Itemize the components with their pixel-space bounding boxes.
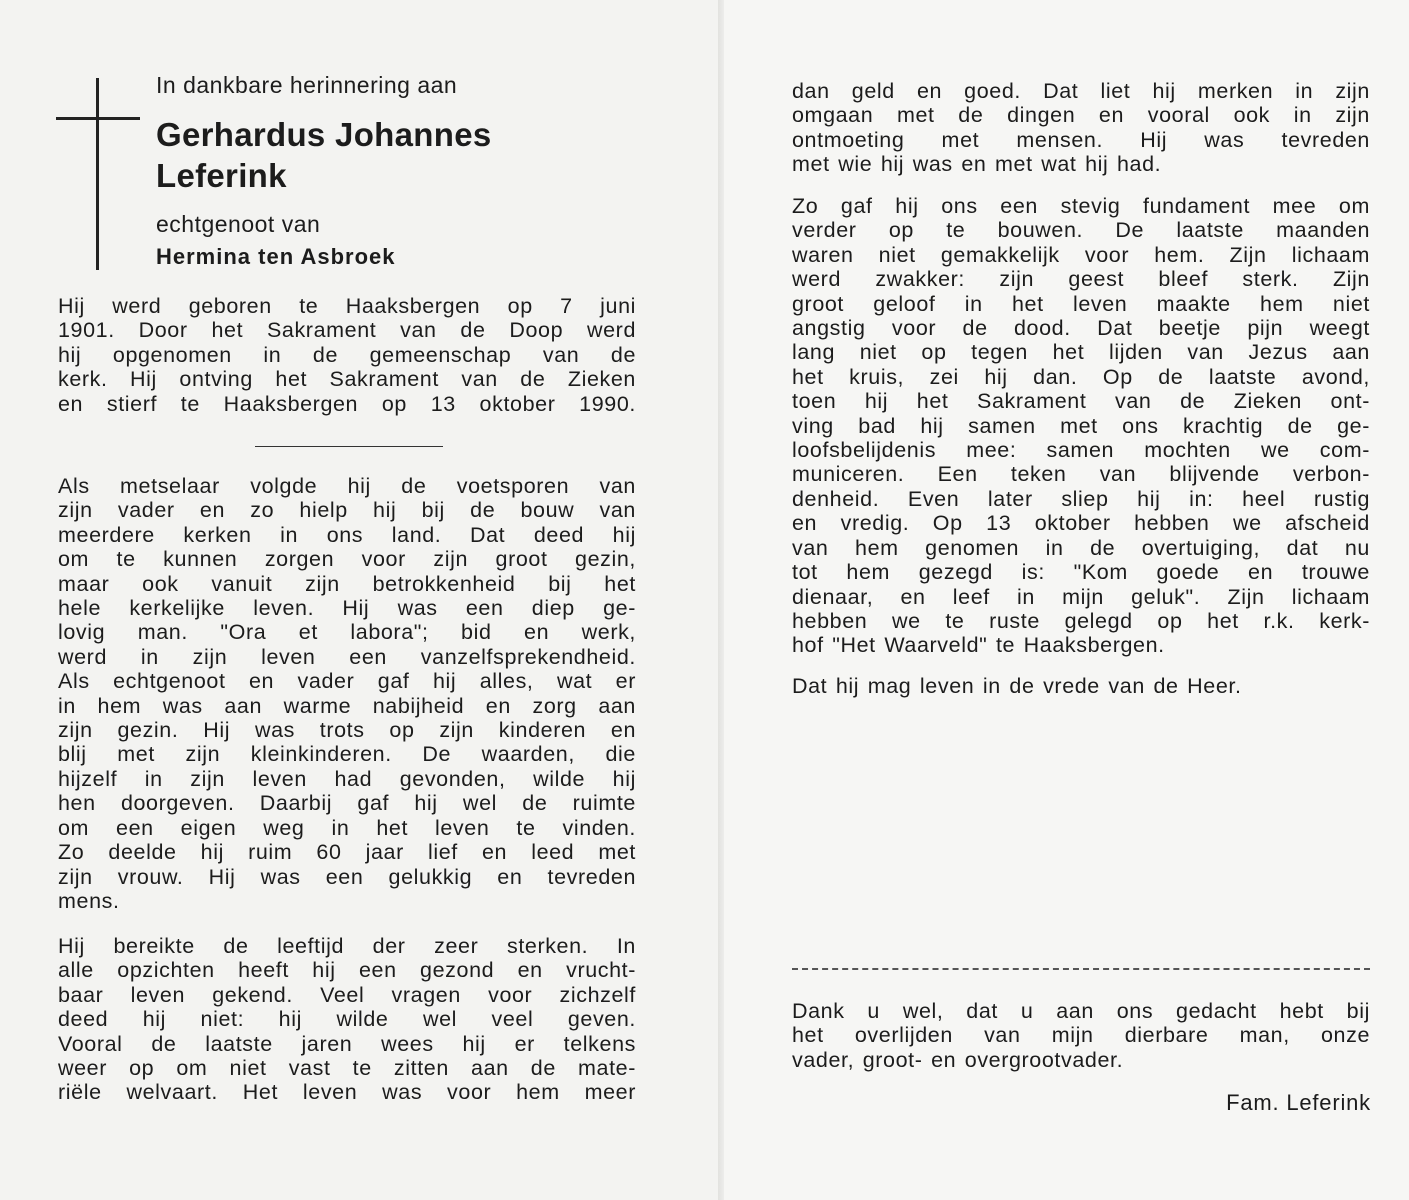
text-line: om te kunnen zorgen voor zijn groot gezin,	[58, 547, 636, 572]
text-line: toen hij het Sakrament van de Zieken ont-	[792, 389, 1370, 414]
text-line: hijzelf in zijn leven had gevonden, wilde hij	[58, 766, 636, 791]
text-line: lang niet op tegen het lijden van Jezus aan	[792, 340, 1370, 365]
text-line: angstig voor de dood. Dat beetje pijn weegt	[792, 316, 1370, 341]
cross-vertical-bar	[96, 78, 99, 270]
text-line: weer op om niet vast te zitten aan de mate-	[58, 1056, 636, 1081]
right-paragraph-3	[792, 674, 1370, 698]
text-line: kerk. Hij ontving het Sakrament van de Zieken	[58, 367, 636, 392]
text-line: loofsbelijdenis mee: samen mochten we com-	[792, 438, 1370, 463]
birth-paragraph	[58, 294, 636, 416]
text-line: zijn vrouw. Hij was een gelukkig en tevreden	[58, 864, 636, 889]
spouse-name: Hermina ten Asbroek	[156, 244, 396, 269]
text-line: Zo deelde hij ruim 60 jaar lief en leed met	[58, 840, 636, 865]
text-line: werd zwakker: zijn geest bleef sterk. Zijn	[792, 267, 1370, 292]
text-line: hele kerkelijke leven. Hij was een diep ge-	[58, 596, 636, 621]
mason-paragraph	[58, 474, 636, 913]
text-line: ving bad hij samen met ons krachtig de ge-	[792, 413, 1370, 438]
text-line: Als echtgenoot en vader gaf hij alles, wat er	[58, 669, 636, 694]
text-line: hof "Het Waarveld" te Haaksbergen.	[792, 633, 1165, 658]
text-line: dienaar, en leef in mijn geluk". Zijn lichaam	[792, 584, 1370, 609]
text-line: hen doorgeven. Daarbij gaf hij wel de ruimte	[58, 791, 636, 816]
dashed-divider	[792, 968, 1370, 970]
text-line: Hij bereikte de leeftijd der zeer sterken. In	[58, 934, 636, 958]
text-line: Dank u wel, dat u aan ons gedacht hebt bij	[792, 999, 1370, 1023]
deceased-name	[156, 114, 492, 196]
text-line: zijn gezin. Hij was trots op zijn kinderen en	[58, 718, 636, 743]
text-line: vader, groot- en overgrootvader.	[792, 1047, 1124, 1072]
text-line: riële welvaart. Het leven was voor hem meer	[58, 1080, 636, 1105]
text-line: ontmoeting met mensen. Hij was tevreden	[792, 127, 1370, 152]
text-line: omgaan met de dingen en vooral ook in zijn	[792, 103, 1370, 128]
text-line: zijn vader en zo hielp hij bij de bouw van	[58, 498, 636, 523]
intro-text: In dankbare herinnering aan	[156, 72, 458, 98]
right-paragraph-2	[792, 194, 1370, 658]
text-line: om een eigen weg in het leven te vinden.	[58, 815, 636, 840]
text-line: groot geloof in het leven maakte hem niet	[792, 291, 1370, 316]
text-line: meerdere kerken in ons land. Dat deed hij	[58, 522, 636, 547]
text-line: 1901. Door het Sakrament van de Doop werd	[58, 318, 636, 343]
text-line: lovig man. "Ora et labora"; bid en werk,	[58, 620, 636, 645]
text-line: alle opzichten heeft hij een gezond en vrucht-	[58, 958, 636, 983]
section-divider	[255, 446, 443, 447]
text-line: tot hem gezegd is: "Kom goede en trouwe	[792, 560, 1370, 585]
text-line: en vredig. Op 13 oktober hebben we afscheid	[792, 511, 1370, 536]
text-line: verder op te bouwen. De laatste maanden	[792, 218, 1370, 243]
text-line: Zo gaf hij ons een stevig fundament mee om	[792, 194, 1370, 218]
text-line: mens.	[58, 888, 120, 913]
text-line: het overlijden van mijn dierbare man, onze	[792, 1023, 1370, 1048]
text-line: Als metselaar volgde hij de voetsporen van	[58, 474, 636, 498]
right-paragraph-1	[792, 79, 1370, 177]
text-line: denheid. Even later sliep hij in: heel rustig	[792, 486, 1370, 511]
text-line: Vooral de laatste jaren wees hij er telkens	[58, 1031, 636, 1056]
text-line: baar leven gekend. Veel vragen voor zichzelf	[58, 982, 636, 1007]
text-line: in hem was aan warme nabijheid en zorg aan	[58, 693, 636, 718]
text-line: dan geld en goed. Dat liet hij merken in zijn	[792, 79, 1370, 103]
text-line: municeren. Een teken van blijvende verbon-	[792, 462, 1370, 487]
thanks-paragraph	[792, 999, 1370, 1072]
age-paragraph	[58, 934, 636, 1105]
text-line: en stierf te Haaksbergen op 13 oktober 1990.	[58, 391, 636, 416]
text-line: waren niet gemakkelijk voor hem. Zijn lichaam	[792, 242, 1370, 267]
text-line: werd in zijn leven een vanzelfsprekendheid.	[58, 644, 636, 669]
text-line: Dat hij mag leven in de vrede van de Heer.	[792, 674, 1242, 698]
text-line: met wie hij was en met wat hij had.	[792, 152, 1162, 177]
text-line: maar ook vanuit zijn betrokkenheid bij het	[58, 571, 636, 596]
text-line: hij opgenomen in de gemeenschap van de	[58, 342, 636, 367]
text-line: deed hij niet: hij wilde wel veel geven.	[58, 1007, 636, 1032]
deceased-name-line1: Gerhardus Johannes	[156, 116, 492, 153]
text-line: het kruis, zei hij dan. Op de laatste avond,	[792, 364, 1370, 389]
spouse-label: echtgenoot van	[156, 211, 321, 237]
text-line: Hij werd geboren te Haaksbergen op 7 juni	[58, 294, 636, 318]
deceased-name-line2: Leferink	[156, 157, 287, 194]
text-line: van hem genomen in de overtuiging, dat nu	[792, 535, 1370, 560]
cross-horizontal-bar	[56, 117, 140, 120]
text-line: hebben we te ruste gelegd op het r.k. kerk-	[792, 608, 1370, 633]
text-line: blij met zijn kleinkinderen. De waarden, die	[58, 742, 636, 767]
family-signature: Fam. Leferink	[1226, 1090, 1371, 1115]
